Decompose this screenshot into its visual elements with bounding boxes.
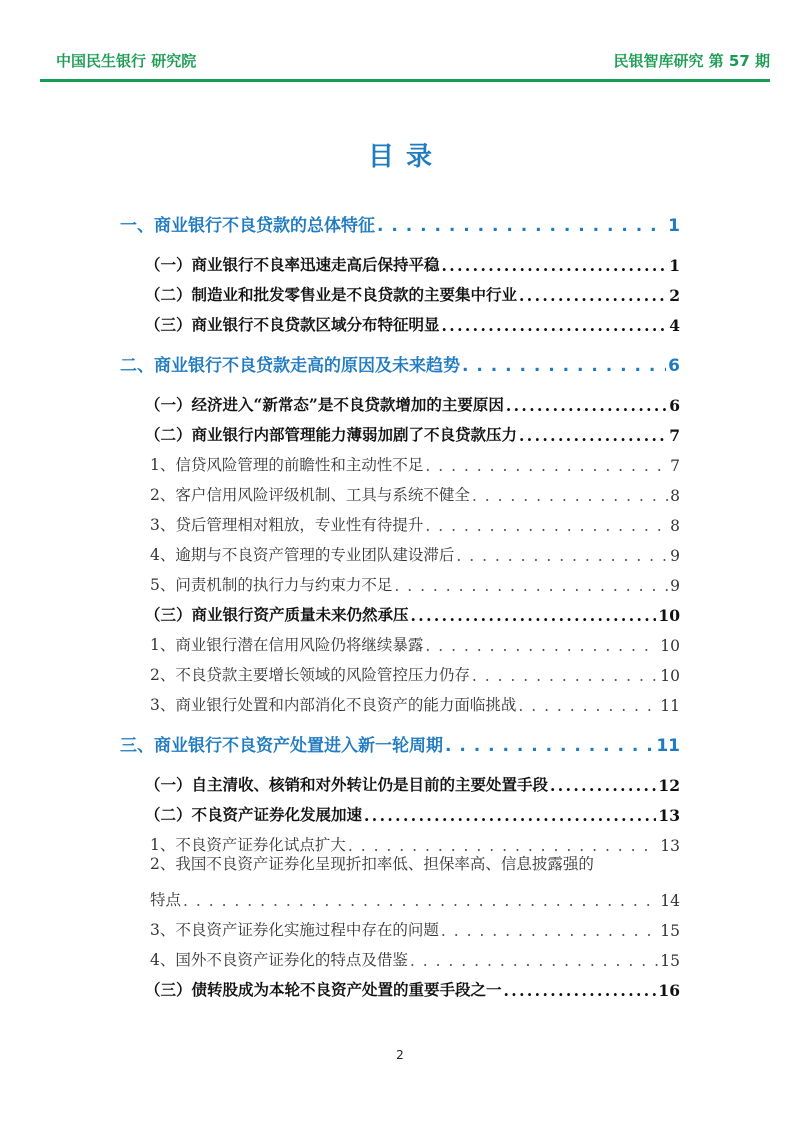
toc-leader [425, 637, 658, 655]
toc-entry-page: 1 [669, 256, 680, 275]
toc-section-3[interactable] [120, 728, 680, 756]
toc-entry-label: （一）商业银行不良率迅速走高后保持平稳 [145, 255, 440, 274]
toc-leader [519, 286, 667, 305]
toc-entry-label: 3、不良资产证券化实施过程中存在的问题 [150, 921, 439, 939]
toc-entry-page: 8 [670, 517, 680, 535]
toc-entry-page: 10 [658, 606, 680, 625]
header-publication: 民银智库研究 第 57 期 [613, 52, 770, 70]
toc-leader [462, 356, 666, 376]
toc-entry[interactable] [145, 249, 680, 275]
toc-entry-label: 1、商业银行潜在信用风险仍将继续暴露 [150, 636, 424, 654]
toc-leader [518, 697, 658, 715]
toc-entry-label: （二）制造业和批发零售业是不良贷款的主要集中行业 [145, 285, 518, 304]
toc-leader [506, 396, 667, 415]
toc-entry-label: 4、逾期与不良资产管理的专业团队建设滞后 [150, 546, 455, 564]
toc-entry-page: 6 [669, 396, 680, 415]
toc-entry-label: 5、问责机制的执行力与约束力不足 [150, 576, 393, 594]
toc-leader [377, 216, 666, 236]
toc-entry-page: 9 [670, 547, 680, 565]
toc-leader [425, 457, 668, 475]
toc-entry[interactable] [150, 944, 680, 970]
toc-entry-label: 3、商业银行处置和内部消化不良资产的能力面临挑战 [150, 696, 517, 714]
toc-leader [364, 806, 656, 825]
toc-leader [442, 316, 668, 335]
toc-entry[interactable] [150, 659, 680, 685]
toc-entry[interactable] [145, 389, 680, 415]
toc-entry[interactable] [145, 279, 680, 305]
toc-entry[interactable] [145, 599, 680, 625]
toc-entry-page: 9 [670, 577, 680, 595]
toc-leader [504, 981, 657, 1000]
toc-entry-label-line1[interactable]: 2、我国不良资产证券化呈现折扣率低、担保率高、信息披露强的 [150, 855, 594, 873]
toc-entry-label: （一）经济进入“新常态”是不良贷款增加的主要原因 [145, 395, 504, 414]
toc-leader [456, 547, 668, 565]
toc-entry-page: 6 [668, 356, 680, 376]
toc-leader [394, 577, 668, 595]
toc-entry-label: 二、商业银行不良贷款走高的原因及未来趋势 [120, 356, 460, 376]
toc-section-1[interactable] [120, 208, 680, 236]
toc-leader [519, 426, 667, 445]
toc-entry-page: 12 [658, 776, 680, 795]
toc-entry-page: 15 [660, 922, 680, 940]
toc-entry[interactable] [145, 799, 680, 825]
toc-entry[interactable] [150, 689, 680, 715]
toc-entry-label: （三）商业银行资产质量未来仍然承压 [145, 605, 409, 624]
toc-entry-page: 7 [669, 426, 680, 445]
toc-leader [410, 952, 658, 970]
toc-entry-page: 13 [660, 837, 680, 855]
toc-entry-page: 10 [660, 637, 680, 655]
toc-entry-page: 2 [669, 286, 680, 305]
toc-entry-label: （一）自主清收、核销和对外转让仍是目前的主要处置手段 [145, 775, 549, 794]
toc-leader [183, 892, 658, 910]
header-institution: 中国民生银行 研究院 [56, 52, 197, 70]
toc-leader [441, 922, 658, 940]
toc-entry[interactable] [150, 449, 680, 475]
toc-entry-label: 4、国外不良资产证券化的特点及借鉴 [150, 951, 408, 969]
toc-entry-page: 11 [660, 697, 680, 715]
toc-entry-label: （二）商业银行内部管理能力薄弱加剧了不良贷款压力 [145, 425, 518, 444]
page-number: 2 [396, 1048, 404, 1062]
toc-leader [445, 736, 654, 756]
toc-entry-label: （三）商业银行不良贷款区域分布特征明显 [145, 315, 440, 334]
toc-entry-label: 3、贷后管理相对粗放，专业性有待提升 [150, 516, 424, 534]
toc-entry-page: 15 [660, 952, 680, 970]
toc-leader [472, 667, 658, 685]
toc-entry[interactable] [150, 539, 680, 565]
toc-entry-label: 一、商业银行不良贷款的总体特征 [120, 216, 375, 236]
toc-leader [425, 517, 668, 535]
toc-entry-page: 11 [656, 736, 680, 756]
toc-entry-label: 三、商业银行不良资产处置进入新一轮周期 [120, 736, 443, 756]
toc-entry[interactable] [150, 629, 680, 655]
toc-leader [411, 606, 657, 625]
toc-leader [442, 256, 668, 275]
toc-entry[interactable] [145, 769, 680, 795]
toc-entry-page: 13 [658, 806, 680, 825]
toc-entry-page: 4 [669, 316, 680, 335]
toc-entry[interactable] [145, 419, 680, 445]
toc-entry[interactable] [150, 509, 680, 535]
toc-entry[interactable] [145, 309, 680, 335]
toc-entry[interactable] [145, 974, 680, 1000]
toc-entry-label: 2、客户信用风险评级机制、工具与系统不健全 [150, 486, 470, 504]
toc-entry-page: 10 [660, 667, 680, 685]
toc-entry-page: 16 [658, 981, 680, 1000]
toc-leader [472, 487, 668, 505]
toc-entry[interactable] [150, 914, 680, 940]
toc-entry-page: 8 [670, 487, 680, 505]
toc-entry[interactable] [150, 884, 680, 910]
toc-entry[interactable] [150, 569, 680, 595]
toc-entry-page: 7 [670, 457, 680, 475]
toc-entry-label: （二）不良资产证券化发展加速 [145, 805, 363, 824]
page-title: 目录 [367, 142, 444, 172]
toc-entry[interactable] [150, 479, 680, 505]
toc-entry-label: 1、不良资产证券化试点扩大 [150, 836, 346, 854]
toc-entry-page: 14 [660, 892, 680, 910]
toc-entry-label: （三）债转股成为本轮不良资产处置的重要手段之一 [145, 980, 502, 999]
toc-entry-label: 1、信贷风险管理的前瞻性和主动性不足 [150, 456, 424, 474]
toc-entry-label-line2: 特点 [150, 891, 182, 909]
toc-section-2[interactable] [120, 348, 680, 376]
toc-leader [550, 776, 656, 795]
toc-entry-page: 1 [668, 216, 680, 236]
toc-entry-label: 2、不良贷款主要增长领域的风险管控压力仍存 [150, 666, 470, 684]
